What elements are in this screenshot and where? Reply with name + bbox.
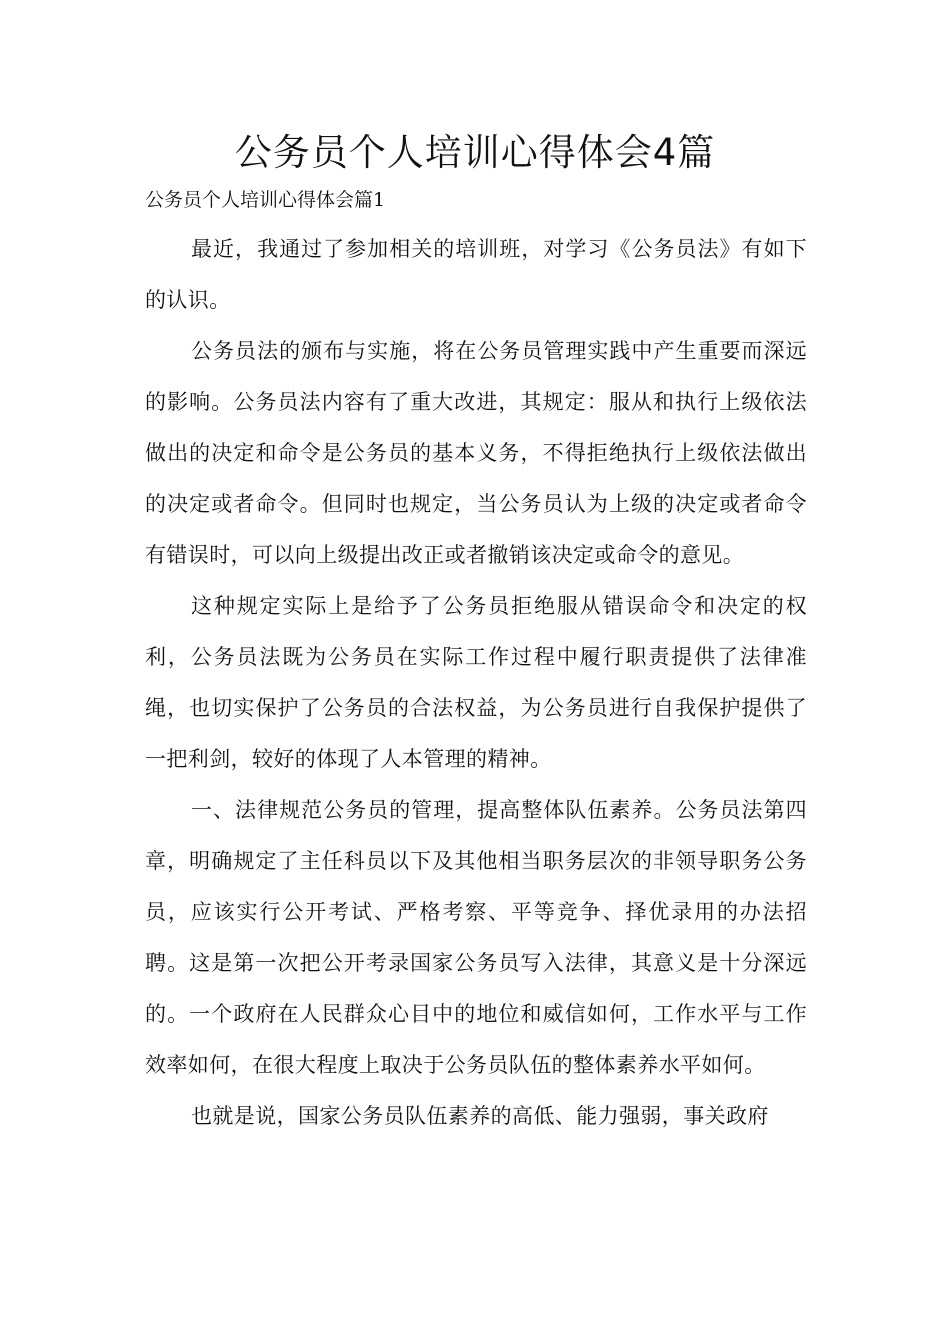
document-subtitle: 公务员个人培训心得体会篇1 [145, 189, 386, 211]
paragraph: 公务员法的颁布与实施，将在公务员管理实践中产生重要而深远的影响。公务员法内容有了重大改进，其规定：服从和执行上级依法做出的决定和命令是公务员的基本义务，不得拒绝执行上级依法做出的决定或者命令。但同时也规定，当公务员认为上级的决定或者命令有错误时，可以向上级提出改正或者撤销该决定或命令的意见。 [145, 339, 807, 567]
paragraph: 也就是说，国家公务员队伍素养的高低、能力强弱，事关政府 [191, 1104, 769, 1128]
document-body [145, 224, 807, 1142]
paragraph: 这种规定实际上是给予了公务员拒绝服从错误命令和决定的权利，公务员法既为公务员在实际工作过程中履行职责提供了法律准绳，也切实保护了公务员的合法权益，为公务员进行自我保护提供了一把利剑，较好的体现了人本管理的精神。 [145, 594, 807, 771]
paragraph: 一、法律规范公务员的管理，提高整体队伍素养。公务员法第四章，明确规定了主任科员以下及其他相当职务层次的非领导职务公务员，应该实行公开考试、严格考察、平等竞争、择优录用的办法招聘。这是第一次把公开考录国家公务员写入法律，其意义是十分深远的。一个政府在人民群众心目中的地位和威信如何，工作水平与工作效率如何，在很大程度上取决于公务员队伍的整体素养水平如何。 [145, 798, 807, 1077]
paragraph: 最近，我通过了参加相关的培训班，对学习《公务员法》有如下的认识。 [145, 237, 807, 312]
document-title: 公务员个人培训心得体会4篇 [234, 131, 716, 174]
